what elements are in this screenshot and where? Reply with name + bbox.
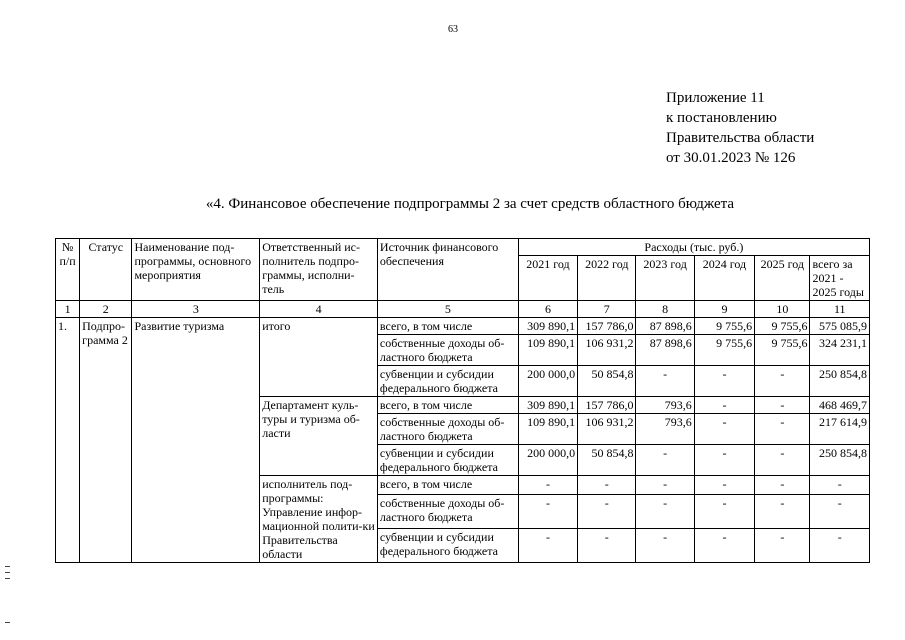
value-cell: 200 000,0 — [518, 366, 577, 397]
row-responsible: итого — [260, 318, 378, 397]
value-cell: 309 890,1 — [518, 397, 577, 414]
row-number: 1. — [56, 318, 80, 563]
value-cell: 106 931,2 — [578, 335, 636, 366]
row-responsible: исполнитель под-программы: Управление инфор-мационной полити-ки Правительства области — [260, 476, 378, 563]
value-cell: - — [694, 397, 754, 414]
value-cell: - — [518, 476, 577, 495]
row-source: всего, в том числе — [377, 397, 518, 414]
value-cell: - — [810, 476, 870, 495]
value-cell: 87 898,6 — [636, 335, 694, 366]
row-source: субвенции и субсидии федерального бюджета — [377, 445, 518, 476]
value-cell: 217 614,9 — [810, 414, 870, 445]
budget-table — [55, 238, 870, 563]
appendix-line-2: к постановлению — [666, 110, 777, 126]
margin-mark — [5, 572, 10, 573]
column-number: 9 — [694, 301, 754, 318]
value-cell: 324 231,1 — [810, 335, 870, 366]
value-cell: 87 898,6 — [636, 318, 694, 335]
value-cell: 309 890,1 — [518, 318, 577, 335]
header-row — [56, 239, 870, 256]
value-cell: 250 854,8 — [810, 445, 870, 476]
value-cell: - — [694, 366, 754, 397]
value-cell: 50 854,8 — [578, 445, 636, 476]
header-name: Наименование под-программы, основного мероприятия — [132, 239, 260, 301]
header-num: № п/п — [56, 239, 80, 301]
header-total: всего за 2021 - 2025 годы — [810, 256, 870, 301]
column-number: 10 — [755, 301, 810, 318]
value-cell: 200 000,0 — [518, 445, 577, 476]
value-cell: 9 755,6 — [694, 318, 754, 335]
value-cell: - — [755, 445, 810, 476]
header-source: Источник финансового обеспечения — [377, 239, 518, 301]
value-cell: 106 931,2 — [578, 414, 636, 445]
value-cell: 50 854,8 — [578, 366, 636, 397]
margin-mark — [5, 578, 10, 579]
value-cell: - — [636, 445, 694, 476]
value-cell: - — [518, 494, 577, 528]
value-cell: - — [518, 528, 577, 562]
value-cell: 109 890,1 — [518, 335, 577, 366]
value-cell: - — [755, 414, 810, 445]
value-cell: - — [636, 528, 694, 562]
value-cell: - — [636, 476, 694, 495]
column-number: 4 — [260, 301, 378, 318]
row-name: Развитие туризма — [132, 318, 260, 563]
row-source: всего, в том числе — [377, 476, 518, 495]
margin-mark — [5, 622, 10, 623]
column-number: 5 — [377, 301, 518, 318]
row-source: субвенции и субсидии федерального бюджета — [377, 528, 518, 562]
value-cell: 250 854,8 — [810, 366, 870, 397]
column-number: 1 — [56, 301, 80, 318]
table-row — [56, 318, 870, 335]
value-cell: 9 755,6 — [755, 318, 810, 335]
appendix-line-3: Правительства области — [666, 130, 815, 146]
header-responsible: Ответственный ис-полнитель подпро-граммы, исполни-тель — [260, 239, 378, 301]
value-cell: 109 890,1 — [518, 414, 577, 445]
header-status: Статус — [80, 239, 132, 301]
header-expenses: Расходы (тыс. руб.) — [518, 239, 869, 256]
header-year-2021: 2021 год — [518, 256, 577, 301]
row-source: собственные доходы об-ластного бюджета — [377, 494, 518, 528]
header-year-2025: 2025 год — [755, 256, 810, 301]
column-numbers-row — [56, 301, 870, 318]
value-cell: - — [755, 397, 810, 414]
row-source: всего, в том числе — [377, 318, 518, 335]
value-cell: - — [755, 476, 810, 495]
value-cell: 793,6 — [636, 397, 694, 414]
value-cell: 9 755,6 — [694, 335, 754, 366]
column-number: 2 — [80, 301, 132, 318]
value-cell: - — [694, 445, 754, 476]
value-cell: - — [578, 528, 636, 562]
column-number: 3 — [132, 301, 260, 318]
appendix-block — [666, 88, 814, 168]
row-source: собственные доходы об-ластного бюджета — [377, 335, 518, 366]
document-title: «4. Финансовое обеспечение подпрограммы 2 за счет средств областного бюджета — [205, 196, 735, 212]
value-cell: 9 755,6 — [755, 335, 810, 366]
value-cell: - — [578, 494, 636, 528]
row-status: Подпро-грамма 2 — [80, 318, 132, 563]
value-cell: - — [578, 476, 636, 495]
value-cell: - — [694, 528, 754, 562]
column-number: 6 — [518, 301, 577, 318]
value-cell: 575 085,9 — [810, 318, 870, 335]
value-cell: - — [636, 494, 694, 528]
value-cell: - — [755, 366, 810, 397]
value-cell: - — [694, 414, 754, 445]
row-source: собственные доходы об-ластного бюджета — [377, 414, 518, 445]
appendix-line-1: Приложение 11 — [666, 90, 765, 106]
header-year-2024: 2024 год — [694, 256, 754, 301]
value-cell: - — [636, 366, 694, 397]
appendix-line-4: от 30.01.2023 № 126 — [666, 150, 796, 166]
value-cell: - — [694, 476, 754, 495]
column-number: 8 — [636, 301, 694, 318]
value-cell: - — [810, 494, 870, 528]
row-source: субвенции и субсидии федерального бюджета — [377, 366, 518, 397]
column-number: 7 — [578, 301, 636, 318]
column-number: 11 — [810, 301, 870, 318]
value-cell: 157 786,0 — [578, 318, 636, 335]
margin-mark — [5, 566, 10, 567]
value-cell: 468 469,7 — [810, 397, 870, 414]
value-cell: - — [755, 528, 810, 562]
page-number: 63 — [448, 24, 458, 35]
value-cell: - — [810, 528, 870, 562]
header-year-2023: 2023 год — [636, 256, 694, 301]
value-cell: 157 786,0 — [578, 397, 636, 414]
value-cell: - — [694, 494, 754, 528]
value-cell: - — [755, 494, 810, 528]
row-responsible: Департамент куль-туры и туризма об-ласти — [260, 397, 378, 476]
value-cell: 793,6 — [636, 414, 694, 445]
header-year-2022: 2022 год — [578, 256, 636, 301]
